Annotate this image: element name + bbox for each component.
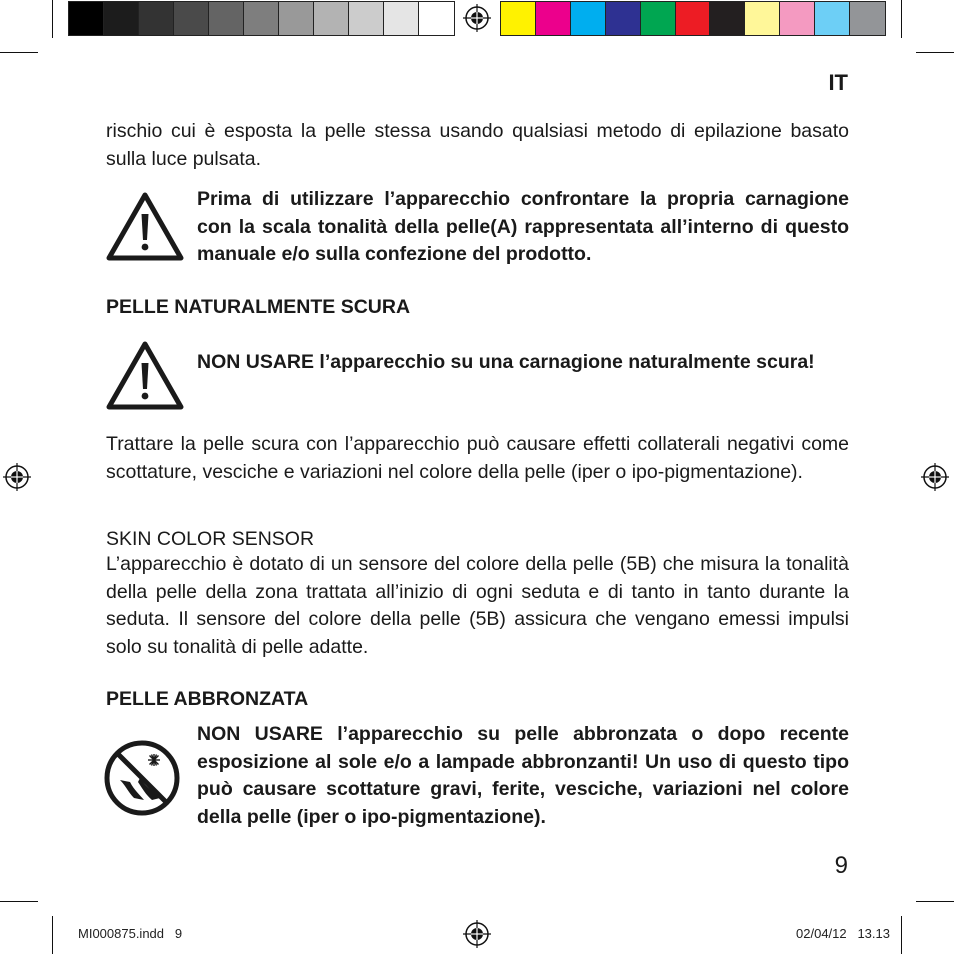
grayscale-swatch bbox=[209, 2, 244, 35]
grayscale-swatch bbox=[244, 2, 279, 35]
crop-mark bbox=[0, 901, 38, 902]
grayscale-swatch bbox=[104, 2, 139, 35]
grayscale-swatch bbox=[384, 2, 419, 35]
no-sun-exposure-icon bbox=[104, 740, 180, 816]
section-heading-tanned-skin: PELLE ABBRONZATA bbox=[106, 688, 309, 710]
date-info: 02/04/12 13.13 bbox=[796, 926, 890, 941]
crop-mark bbox=[52, 916, 53, 954]
registration-mark-icon bbox=[3, 463, 31, 491]
grayscale-swatch bbox=[419, 2, 454, 35]
dark-skin-paragraph: Trattare la pelle scura con l’apparecchio può causare effetti collaterali negativi come scottature, vesciche e variazioni nel colore della pelle (iper o ipo-pigmentazione). bbox=[106, 433, 849, 483]
process-swatch bbox=[501, 2, 536, 35]
grayscale-swatch bbox=[69, 2, 104, 35]
grayscale-swatch bbox=[314, 2, 349, 35]
warning-tanned-skin-text: NON USARE l’apparecchio su pelle abbronzata o dopo recente esposizione al sole e/o a lampade abbronzanti! Un uso di questo tipo può causare scottature gravi, ferite, vesciche, variazioni nel colore della pelle (iper o ipo-pigmentazione). bbox=[197, 723, 849, 828]
warning-dark-skin-text: NON USARE l’apparecchio su una carnagione naturalmente scura! bbox=[197, 351, 815, 373]
section-heading-dark-skin: PELLE NATURALMENTE SCURA bbox=[106, 296, 411, 318]
process-swatch bbox=[606, 2, 641, 35]
language-label: IT bbox=[828, 70, 848, 95]
crop-mark bbox=[916, 901, 954, 902]
crop-mark bbox=[0, 52, 38, 53]
warning-triangle-icon bbox=[104, 190, 186, 262]
grayscale-swatch bbox=[139, 2, 174, 35]
warning-triangle-icon bbox=[104, 339, 186, 411]
grayscale-color-bar bbox=[68, 1, 455, 36]
crop-mark bbox=[916, 52, 954, 53]
file-info: MI000875.indd 9 bbox=[78, 926, 183, 941]
registration-mark-icon bbox=[463, 4, 491, 32]
warning-skin-tone-text: Prima di utilizzare l’apparecchio confrontare la propria carnagione con la scala tonalità della pelle(A) rappresentata all’interno di questo manuale e/o sulla confezione del prodotto. bbox=[197, 188, 849, 265]
page-number: 9 bbox=[834, 852, 848, 879]
registration-mark-icon bbox=[921, 463, 949, 491]
grayscale-swatch bbox=[349, 2, 384, 35]
grayscale-swatch bbox=[174, 2, 209, 35]
process-swatch bbox=[676, 2, 711, 35]
process-swatch bbox=[745, 2, 780, 35]
process-swatch bbox=[780, 2, 815, 35]
section-heading-skin-sensor: SKIN COLOR SENSOR bbox=[106, 528, 315, 550]
crop-mark bbox=[52, 0, 53, 38]
process-swatch bbox=[571, 2, 606, 35]
intro-paragraph: rischio cui è esposta la pelle stessa usando qualsiasi metodo di epilazione basato sulla luce pulsata. bbox=[106, 120, 849, 170]
process-swatch bbox=[815, 2, 850, 35]
process-color-bar bbox=[500, 1, 886, 36]
skin-sensor-paragraph: L’apparecchio è dotato di un sensore del colore della pelle (5B) che misura la tonalità della pelle della zona trattata all’inizio di ogni seduta e di tanto in tanto durante la seduta. Il sensore del colore della pelle (5B) assicura che vengano emessi impulsi solo su tonalità di pelle adatte. bbox=[106, 553, 849, 658]
registration-mark-icon bbox=[463, 920, 491, 948]
crop-mark bbox=[901, 0, 902, 38]
crop-mark bbox=[901, 916, 902, 954]
process-swatch bbox=[710, 2, 745, 35]
grayscale-swatch bbox=[279, 2, 314, 35]
process-swatch bbox=[536, 2, 571, 35]
process-swatch bbox=[850, 2, 885, 35]
process-swatch bbox=[641, 2, 676, 35]
